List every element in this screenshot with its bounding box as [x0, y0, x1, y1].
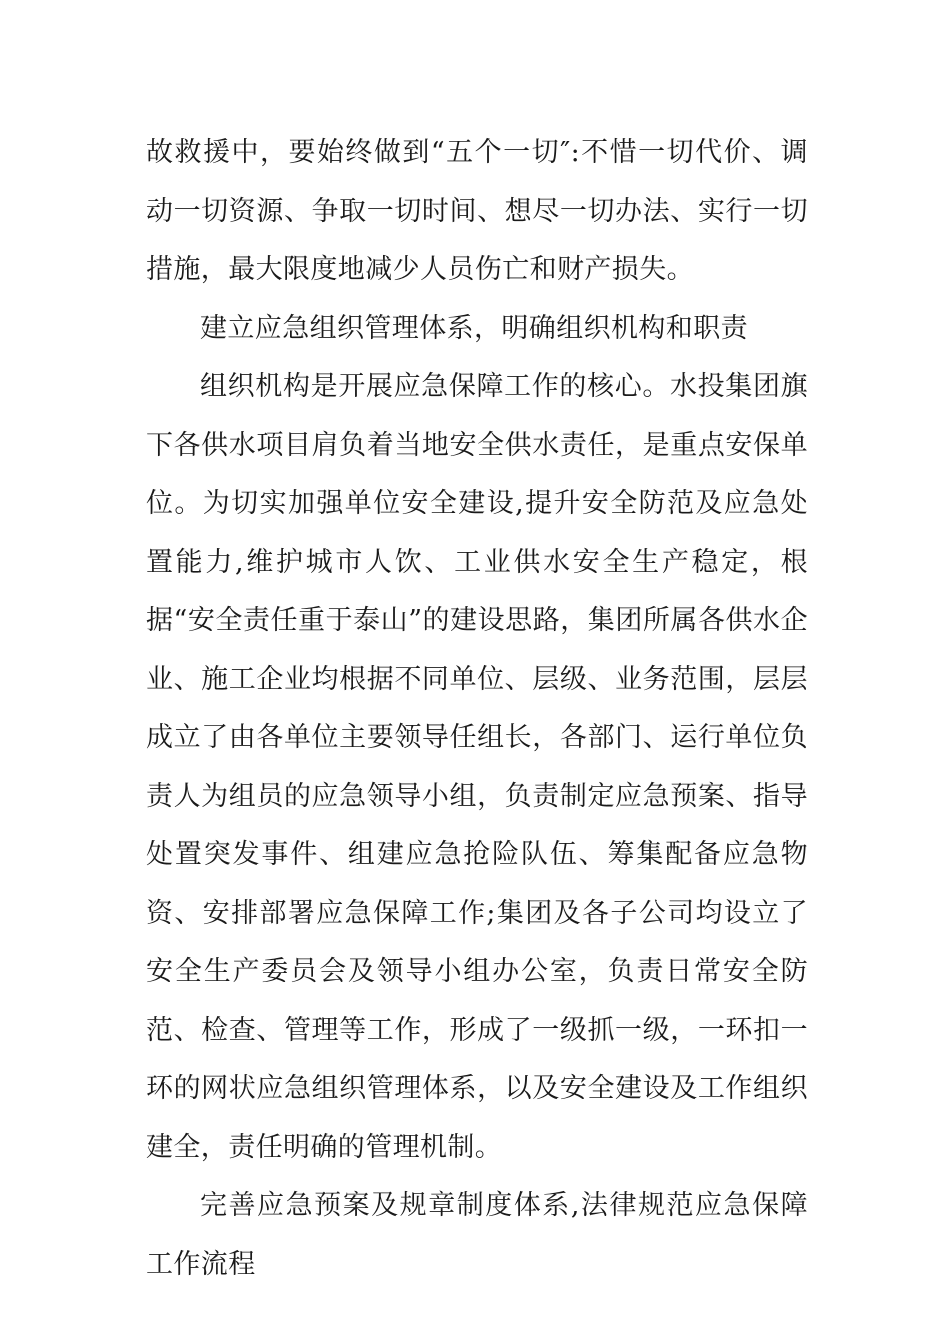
- paragraph-rescue-principles: 故救援中，要始终做到“五个一切″:不惜一切代价、调动一切资源、争取一切时间、想尽一切办法、实行一切措施，最大限度地减少人员伤亡和财产损失。: [146, 137, 808, 285]
- heading-emergency-plans: 完善应急预案及规章制度体系,法律规范应急保障工作流程: [146, 1190, 808, 1280]
- paragraph-organization-structure: 组织机构是开展应急保障工作的核心。水投集团旗下各供水项目肩负着当地安全供水责任，是重点安保单位。为切实加强单位安全建设,提升安全防范及应急处置能力,维护城市人饮、工业供水安全生产稳定，根据“安全责任重于泰山”的建设思路，集团所属各供水企业、施工企业均根据不同单位、层级、业务范围，层层成立了由各单位主要领导任组长，各部门、运行单位负责人为组员的应急领导小组，负责制定应急预案、指导处置突发事件、组建应急抢险队伍、筹集配备应急物资、安排部署应急保障工作;集团及各子公司均设立了安全生产委员会及领导小组办公室，负责日常安全防范、检查、管理等工作，形成了一级抓一级，一环扣一环的网状应急组织管理体系，以及安全建设及工作组织建全，责任明确的管理机制。: [146, 371, 808, 1163]
- document-body: [146, 124, 808, 1294]
- heading-emergency-organization: 建立应急组织管理体系，明确组织机构和职责: [200, 312, 748, 344]
